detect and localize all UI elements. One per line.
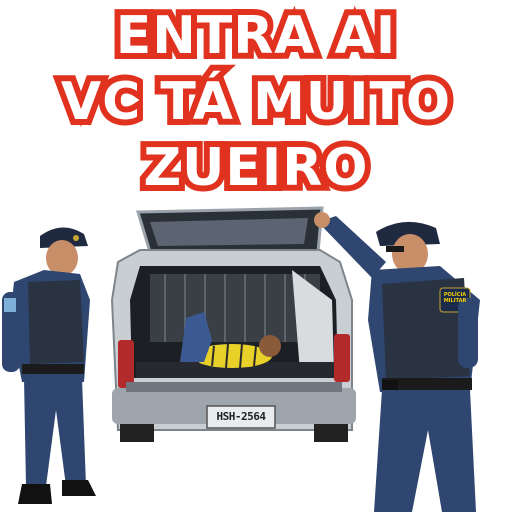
left-officer xyxy=(2,227,96,504)
meme-caption-line-2: VC TÁ MUITO xyxy=(60,72,452,132)
left-officer-legs xyxy=(24,378,86,486)
right-officer-legs xyxy=(374,390,476,512)
meme-caption-line-1: ENTRA AI xyxy=(115,6,397,66)
left-officer-head xyxy=(46,240,78,276)
right-tail-light xyxy=(334,334,350,382)
left-tail-light xyxy=(118,340,134,388)
right-officer-arm-down xyxy=(458,298,478,368)
meme-caption-line-3: ZUEIRO xyxy=(143,138,369,198)
left-officer-badge-dot xyxy=(73,235,79,241)
left-officer-vest xyxy=(28,280,84,364)
right-wheel xyxy=(314,424,348,442)
officer-patch-text: POLÍCIA MILITAR xyxy=(443,292,467,304)
tailgate-glass xyxy=(150,218,308,246)
right-officer-glasses xyxy=(386,246,404,252)
detainee-head xyxy=(259,335,281,357)
left-wheel xyxy=(120,424,154,442)
license-plate-text: HSH-2564 xyxy=(216,410,266,423)
left-officer-patch xyxy=(4,298,16,312)
left-officer-belt xyxy=(22,364,84,374)
bumper-step xyxy=(126,382,342,392)
police-suv xyxy=(112,208,356,442)
right-officer-hand xyxy=(314,212,330,228)
